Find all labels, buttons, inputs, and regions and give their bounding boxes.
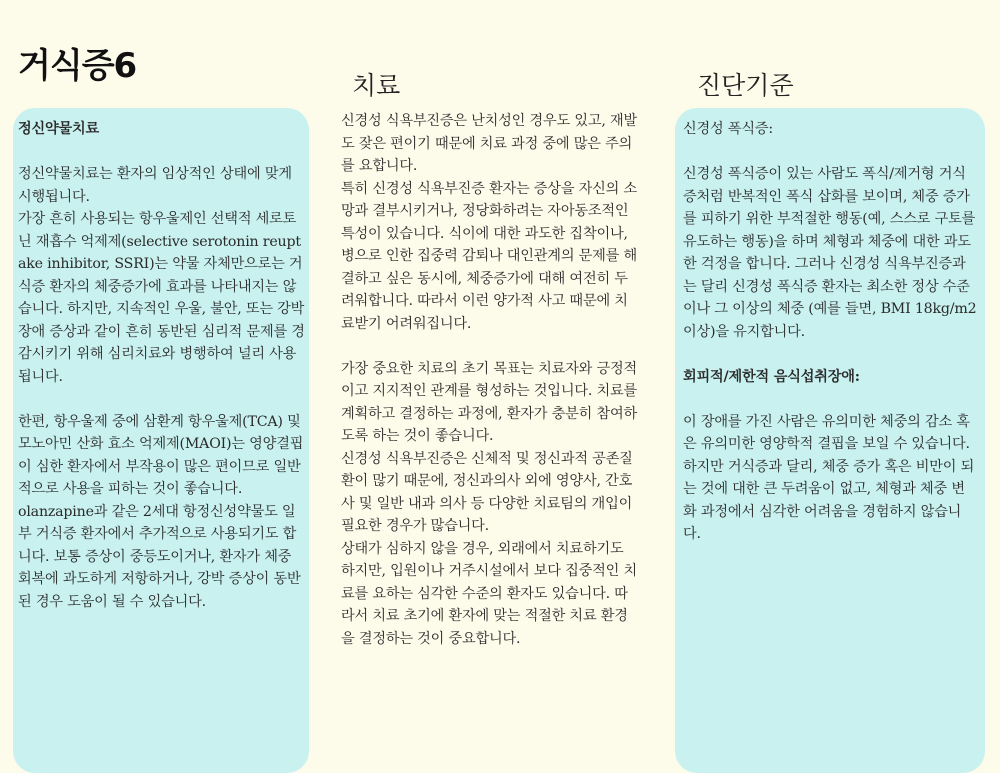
spacer (341, 335, 641, 358)
diagnosis-card (675, 108, 985, 773)
bulimia-heading: 신경성 폭식증: (683, 121, 773, 137)
treatment-column (341, 110, 641, 650)
spacer (18, 141, 305, 164)
treatment-paragraph: 상태가 심하지 않을 경우, 외래에서 치료하기도 하지만, 입원이나 거주시설에서 보다 집중적인 치료를 요하는 심각한 수준의 환자도 있습니다. 따라서 치료 초기에 환자에 맞는 적절한 치료 환경을 결정하는 것이 중요합니다. (341, 540, 637, 647)
treatment-paragraph: 가장 중요한 치료의 초기 목표는 치료자와 긍정적이고 지지적인 관계를 형성하는 것입니다. 치료를 계획하고 결정하는 과정에, 환자가 충분히 참여하도록 하는 것이 좋습니다. (341, 360, 637, 444)
medication-paragraph: olanzapine과 같은 2세대 항정신성약물도 일부 거식증 환자에서 추가적으로 사용되기도 합니다. 보통 증상이 중등도이거나, 환자가 체중 회복에 과도하게 저항하거나, 강박 증상이 동반된 경우 도움이 될 수 있습니다. (18, 503, 301, 610)
medication-paragraph: 한편, 항우울제 중에 삼환계 항우울제(TCA) 및 모노아민 산화 효소 억제제(MAOI)는 영양결핍이 심한 환자에서 부작용이 많은 편이므로 일반적으로 사용을 피하는 것이 좋습니다. (18, 413, 304, 497)
arfid-paragraph: 하지만 거식증과 달리, 체중 증가 혹은 비만이 되는 것에 대한 큰 두려움이 없고, 체형과 체중 변화 과정에서 심각한 어려움을 경험하지 않습니다. (683, 458, 975, 542)
diagnosis-heading: 진단기준 (697, 71, 794, 100)
medication-heading: 정신약물치료 (18, 121, 100, 137)
treatment-paragraph: 특히 신경성 식욕부진증 환자는 증상을 자신의 소망과 결부시키거나, 정당화하려는 자아동조적인 특성이 있습니다. 식이에 대한 과도한 집착이나, 병으로 인한 집중력 감퇴나 대인관계의 문제를 해결하고 싶은 동시에, 체중증가에 대해 여전히 두려워합니다. 따라서 이런 양가적 사고 때문에 치료받기 어려워집니다. (341, 180, 637, 332)
medication-card (13, 108, 309, 773)
page-title: 거식증6 (18, 46, 137, 86)
bulimia-paragraph: 신경성 폭식증이 있는 사람도 폭식/제거형 거식증처럼 반복적인 폭식 삽화를 보이며, 체중 증가를 피하기 위한 부적절한 행동(예, 스스로 구토를 유도하는 행동)을 하며 체형과 체중에 대한 과도한 걱정을 합니다. 그러나 신경성 식욕부진증과는 달리 신경성 폭식증 환자는 최소한 정상 수준이나 그 이상의 체중 (예를 들면, BMI 18kg/m2이상)을 유지합니다. (683, 166, 977, 340)
medication-paragraph: 정신약물치료는 환자의 임상적인 상태에 맞게 시행됩니다. (18, 166, 292, 205)
medication-paragraph: 가장 흔히 사용되는 항우울제인 선택적 세로토닌 재흡수 억제제(selective serotonin reuptake inhibitor, SSRI)는 약물 자체만으로는 거식증 환자의 체중증가에 효과를 나타내지는 않습니다. 하지만, 지속적인 우울, 불안, 또는 강박장애 증상과 같이 흔히 동반된 심리적 문제를 경감시키기 위해 심리치료와 병행하여 널리 사용됩니다. (18, 211, 305, 385)
treatment-heading: 치료 (352, 71, 401, 100)
spacer (683, 141, 977, 164)
arfid-paragraph: 이 장애를 가진 사람은 유의미한 체중의 감소 혹은 유의미한 영양학적 결핍을 보일 수 있습니다. (683, 413, 970, 452)
arfid-heading: 회피적/제한적 음식섭취장애: (683, 368, 860, 385)
spacer (683, 388, 977, 411)
spacer (18, 388, 305, 411)
treatment-paragraph: 신경성 식욕부진증은 난치성인 경우도 있고, 재발도 잦은 편이기 때문에 치료 과정 중에 많은 주의를 요합니다. (341, 113, 637, 174)
spacer (683, 343, 977, 366)
treatment-paragraph: 신경성 식욕부진증은 신체적 및 정신과적 공존질환이 많기 때문에, 정신과의사 외에 영양사, 간호사 및 일반 내과 의사 등 다양한 치료팀의 개입이 필요한 경우가 많습니다. (341, 450, 633, 534)
